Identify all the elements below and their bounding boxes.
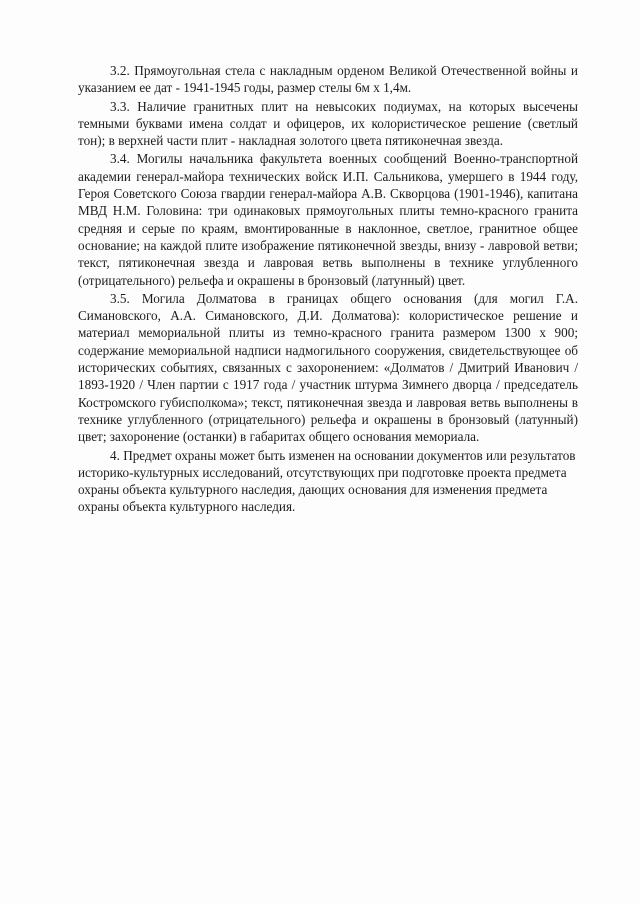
paragraph-3-3: 3.3. Наличие гранитных плит на невысоких подиумах, на которых высечены темными буквами имена солдат и офицеров, их колористическое решение (светлый тон); в верхней части плит - накладная золотого цвета пятиконечная звезда.: [78, 98, 578, 149]
document-body: [78, 62, 578, 517]
paragraph-3-2: 3.2. Прямоугольная стела с накладным орденом Великой Отечественной войны и указанием ее дат - 1941-1945 годы, размер стелы 6м х 1,4м.: [78, 63, 578, 96]
paragraph-4: 4. Предмет охраны может быть изменен на основании документов или результатов историко-культурных исследований, отсутствующих при подготовке проекта предмета охраны объекта культурного наследия, дающих основания для изменения предмета охраны объекта культурного наследия.: [78, 447, 576, 515]
paragraph-3-5: 3.5. Могила Долматова в границах общего основания (для могил Г.А. Симановского, А.А. Симановского, Д.И. Долматова): колористическое решение и материал мемориальной плиты из темно-красного гранита размером 1300 х 900; содержание мемориальной надписи надмогильного сооружения, свидетельствующее об исторических событиях, связанных с захоронением: «Долматов / Дмитрий Иванович / 1893-1920 / Член партии с 1917 года / участник штурма Зимнего дворца / председатель Костромского губисполкома»; текст, пятиконечная звезда и лавровая ветвь выполнены в технике углубленного (отрицательного) рельефа и окрашены в бронзовый (латунный) цвет; захоронение (останки) в габаритах общего основания мемориала.: [78, 290, 578, 445]
paragraph-3-4: 3.4. Могилы начальника факультета военных сообщений Военно-транспортной академии генерал-майора технических войск И.П. Сальникова, умершего в 1944 году, Героя Советского Союза гвардии генерал-майора А.В. Скворцова (1901-1946), капитана МВД Н.М. Головина: три одинаковых прямоугольных плиты темно-красного гранита средняя и серые по краям, вмонтированные в наклонное, светлое, гранитное общее основание; на каждой плите изображение пятиконечной звезды, внизу - лавровой ветви; текст, пятиконечная звезда и лавровая ветвь выполнены в технике углубленного (отрицательного) рельефа и окрашены в бронзовый (латунный) цвет.: [78, 151, 578, 288]
